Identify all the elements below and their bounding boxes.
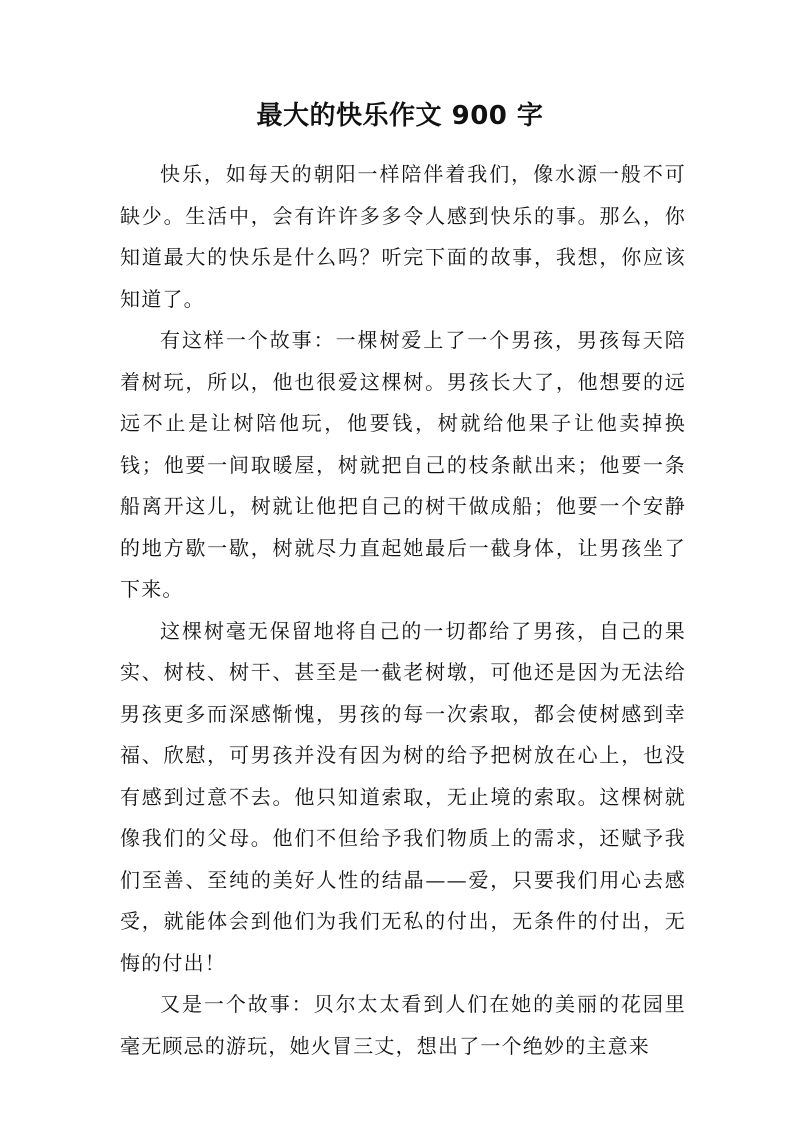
paragraph-2: 有这样一个故事：一棵树爱上了一个男孩，男孩每天陪着树玩，所以，他也很爱这棵树。男孩长大了，他想要的远远不止是让树陪他玩，他要钱，树就给他果子让他卖掉换钱；他要一间取暖屋，树就把自己的枝条献出来；他要一条船离开这儿，树就让他把自己的树干做成船；他要一个安静的地方歇一歇，树就尽力直起她最后一截身体，让男孩坐了下来。	[120, 328, 686, 601]
paragraph-3: 这棵树毫无保留地将自己的一切都给了男孩，自己的果实、树枝、树干、甚至是一截老树墩，可他还是因为无法给男孩更多而深感惭愧，男孩的每一次索取，都会使树感到幸福、欣慰，可男孩并没有因为树的给予把树放在心上，也没有感到过意不去。他只知道索取，无止境的索取。这棵树就像我们的父母。他们不但给予我们物质上的需求，还赋予我们至善、至纯的美好人性的结晶——爱，只要我们用心去感受，就能体会到他们为我们无私的付出，无条件的付出，无悔的付出！	[120, 618, 686, 975]
paragraph-4: 又是一个故事：贝尔太太看到人们在她的美丽的花园里毫无顾忌的游玩，她火冒三丈，想出了一个绝妙的主意来	[120, 992, 686, 1058]
document-body	[120, 154, 686, 1067]
document-title: 最大的快乐作文 900 字	[256, 101, 544, 131]
paragraph-1: 快乐，如每天的朝阳一样陪伴着我们，像水源一般不可缺少。生活中，会有许许多多令人感到快乐的事。那么，你知道最大的快乐是什么吗？听完下面的故事，我想，你应该知道了。	[120, 162, 686, 311]
